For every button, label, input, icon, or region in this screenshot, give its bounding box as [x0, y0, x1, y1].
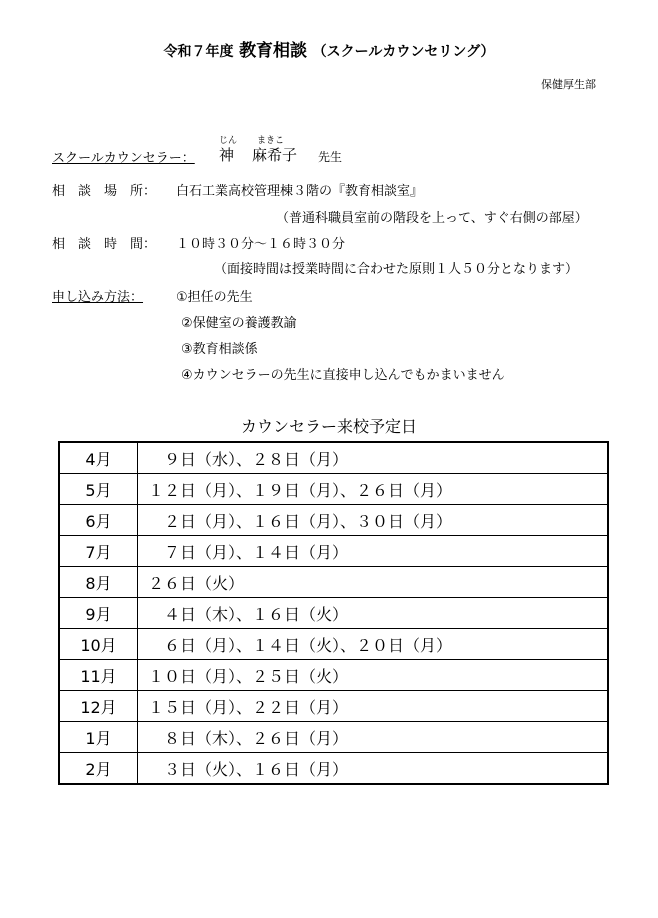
dates-cell: １０日（月）、２５日（火）	[138, 660, 609, 691]
place-note: （普通科職員室前の階段を上って、すぐ右側の部屋）	[276, 211, 588, 226]
dates-cell: ９日（水）、２８日（月）	[138, 442, 609, 474]
dates-cell: ２日（月）、１６日（月）、３０日（月）	[138, 505, 609, 536]
department: 保健厚生部	[541, 78, 596, 91]
table-row	[59, 660, 608, 691]
method-item-4: ④カウンセラーの先生に直接申し込んでもかまいません	[181, 368, 505, 383]
counselor-label: スクールカウンセラー：	[52, 151, 195, 166]
table-row	[59, 536, 608, 567]
month-cell: 10月	[59, 629, 138, 660]
table-row	[59, 598, 608, 629]
place-label: 相 談 場 所：	[52, 184, 157, 199]
table-row	[59, 474, 608, 505]
schedule-table	[58, 441, 609, 785]
method-item-2: ②保健室の養護教諭	[181, 316, 297, 331]
page-title	[0, 36, 658, 61]
dates-cell: ４日（木）、１６日（火）	[138, 598, 609, 629]
month-cell: 7月	[59, 536, 138, 567]
method-item-3: ③教育相談係	[181, 342, 258, 357]
table-row	[59, 442, 608, 474]
era-year: 令和７年度	[163, 44, 234, 60]
table-row	[59, 567, 608, 598]
month-cell: 6月	[59, 505, 138, 536]
dates-cell: ２６日（火）	[138, 567, 609, 598]
method-item-1: ①担任の先生	[176, 290, 253, 305]
table-row	[59, 505, 608, 536]
table-row	[59, 753, 608, 785]
name-family: 神	[219, 146, 235, 164]
month-cell: 11月	[59, 660, 138, 691]
place-text: 白石工業高校管理棟３階の『教育相談室』	[176, 184, 424, 199]
counselor-honorific: 先生	[318, 150, 343, 164]
dates-cell: ７日（月）、１４日（月）	[138, 536, 609, 567]
month-cell: 5月	[59, 474, 138, 505]
method-label: 申し込み方法：	[52, 290, 144, 305]
month-cell: 1月	[59, 722, 138, 753]
table-row	[59, 722, 608, 753]
counselor-name	[219, 144, 297, 165]
title-main: 教育相談	[239, 41, 308, 61]
dates-cell: ３日（火）、１６日（月）	[138, 753, 609, 785]
schedule-title: カウンセラー来校予定日	[240, 417, 417, 436]
table-row	[59, 691, 608, 722]
dates-cell: ８日（木）、２６日（月）	[138, 722, 609, 753]
ruby-given: まきこ	[257, 136, 285, 146]
month-cell: 2月	[59, 753, 138, 785]
table-row	[59, 629, 608, 660]
month-cell: 8月	[59, 567, 138, 598]
time-note: （面接時間は授業時間に合わせた原則１人５０分となります）	[214, 262, 579, 277]
month-cell: 12月	[59, 691, 138, 722]
title-sub: （スクールカウンセリング）	[312, 44, 495, 60]
dates-cell: １５日（月）、２２日（月）	[138, 691, 609, 722]
month-cell: 4月	[59, 442, 138, 474]
time-label: 相 談 時 間：	[52, 237, 157, 252]
name-given: 麻希子	[252, 146, 298, 164]
month-cell: 9月	[59, 598, 138, 629]
dates-cell: １２日（月）、１９日（月）、２６日（月）	[138, 474, 609, 505]
ruby-family: じん	[219, 136, 238, 146]
time-text: １０時３０分～１６時３０分	[176, 237, 346, 252]
dates-cell: ６日（月）、１４日（火）、２０日（月）	[138, 629, 609, 660]
